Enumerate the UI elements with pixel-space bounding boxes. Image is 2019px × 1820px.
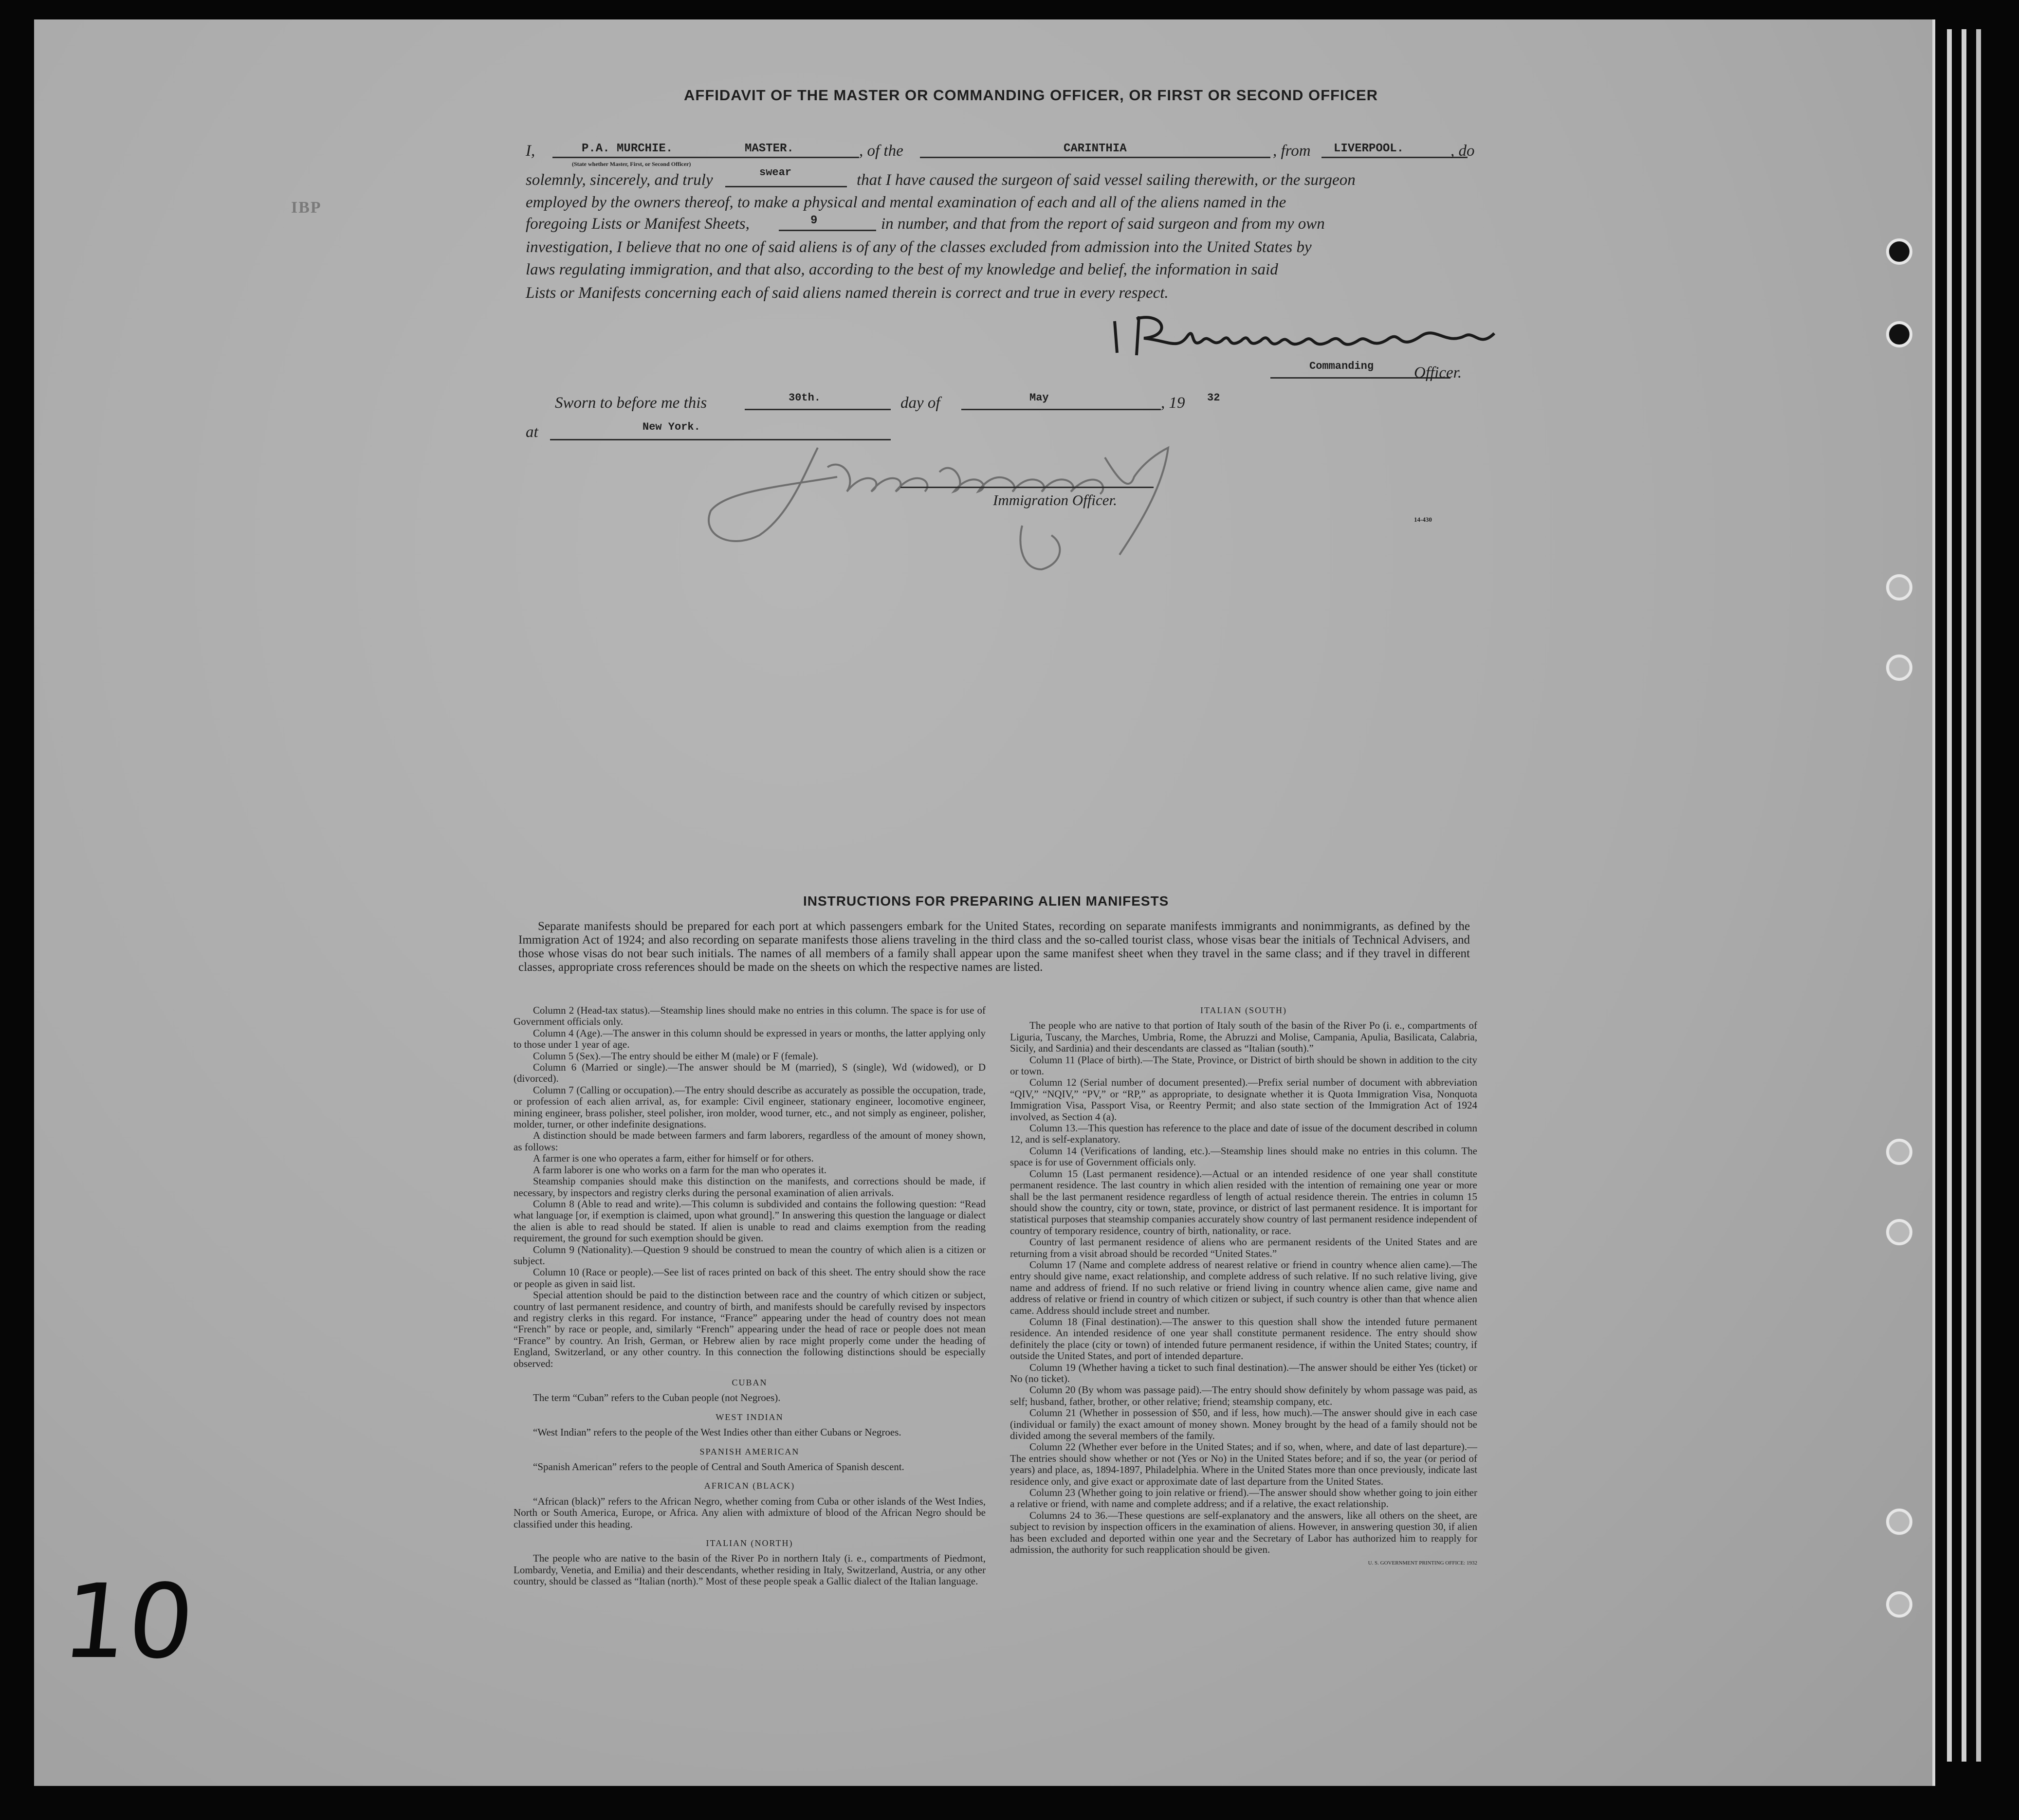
page-edge bbox=[1962, 29, 1966, 1762]
solemnly-text: solemnly, sincerely, and truly bbox=[526, 171, 713, 189]
blank-line bbox=[1322, 157, 1468, 158]
instruction-paragraph: Column 20 (By whom was passage paid).—The entry should show definitely by whom passage was paid, as self; husband, father, brother, or other relative; friend; steamship company, etc. bbox=[1010, 1384, 1477, 1407]
instruction-paragraph: Column 15 (Last permanent residence).—Actual or an intended residence of one year shall constitute permanent residence. The last country in which alien resided with the intention of remaining one year or more shall be the last permanent residence regardless of length of actual residence therein. The entries in column 15 should show the country, city or town, state, province, or district of last permanent residence. It is important for statistical purposes that steamship companies accurately show country of last permanent residence independent of country of temporary residence, country of birth, nationality, or race. bbox=[1010, 1167, 1477, 1237]
affidavit-line-3: employed by the owners thereof, to make a physical and mental examination of each and all of the aliens named in the bbox=[526, 194, 1286, 211]
instruction-paragraph: Column 8 (Able to read and write).—This column is subdivided and contains the following question: “Read what language [or, if exemption is claimed, upon what ground].” In answering this question the language or dialect the alien is able to read should be stated. If alien is unable to read and claims exemption from the reading requirement, the ground for such exemption should be given. bbox=[514, 1198, 986, 1244]
blank-line bbox=[920, 157, 1270, 158]
officer-rank: MASTER. bbox=[745, 142, 794, 155]
instruction-paragraph: Column 22 (Whether ever before in the United States; and if so, when, where, and date of last departure).—The entries should show whether or not (Yes or No) in the United States before; and if so, the year (or period of years) and place, as, 1894-1897, Philadelphia. Where in the United States more than once previously, indicate last residence only, and give exact or approximate date of last departure from the United States. bbox=[1010, 1441, 1477, 1487]
instruction-paragraph: Column 11 (Place of birth).—The State, Province, or District of birth should be shown in addition to the city or town. bbox=[1010, 1054, 1477, 1077]
instruction-paragraph: A farm laborer is one who works on a farm for the man who operates it. bbox=[533, 1164, 826, 1176]
page-edge bbox=[1947, 29, 1952, 1762]
year-prefix: , 19 bbox=[1161, 394, 1185, 412]
from-text: , from bbox=[1273, 142, 1311, 160]
blank-line bbox=[779, 230, 876, 231]
do-text: , do bbox=[1450, 142, 1475, 160]
instruction-paragraph: “West Indian” refers to the people of the West Indies other than either Cubans or Negroes. bbox=[533, 1426, 901, 1438]
binder-hole bbox=[1886, 1139, 1912, 1165]
sworn-place: New York. bbox=[642, 421, 700, 433]
rank-note: (State whether Master, First, or Second Officer) bbox=[572, 161, 691, 167]
binder-hole bbox=[1886, 321, 1912, 347]
instruction-paragraph: Column 12 (Serial number of document presented).—Prefix serial number of document with abbreviation “QIV,” “NQIV,” “PV,” or “RP,” as appropriate, to designate whether it is Quota Immigration Visa, Nonquota Immigration Visa, Passport Visa, or Reentry Permit; and also state section of the Immigration Act of 1924 involved, as Section 4 (a). bbox=[1010, 1076, 1477, 1123]
instruction-paragraph: The people who are native to the basin of the River Po in northern Italy (i. e., compartments of Piedmont, Lombardy, Venetia, and Emilia) and their descendants, whether residing in Italy, Switzerland, Austria, or any other country, should be classed as “Italian (north).” Most of these people speak a Gallic dialect of the Italian language. bbox=[514, 1552, 986, 1587]
instruction-paragraph: Column 14 (Verifications of landing, etc.).—Steamship lines should make no entries in this column. The space is for use of Government officials only. bbox=[1010, 1145, 1477, 1168]
affidavit-heading: AFFIDAVIT OF THE MASTER OR COMMANDING OFFICER, OR FIRST OR SECOND OFFICER bbox=[684, 87, 1378, 104]
instruction-paragraph: Column 5 (Sex).—The entry should be either M (male) or F (female). bbox=[533, 1050, 819, 1062]
sworn-year: 32 bbox=[1207, 392, 1220, 404]
blank-line bbox=[552, 157, 859, 158]
day-of-text: day of bbox=[900, 394, 940, 412]
instructions-heading: INSTRUCTIONS FOR PREPARING ALIEN MANIFESTS bbox=[803, 893, 1169, 909]
instruction-paragraph: Column 2 (Head-tax status).—Steamship lines should make no entries in this column. The space is for use of Government officials only. bbox=[514, 1004, 986, 1028]
vessel-name: CARINTHIA bbox=[1064, 142, 1127, 155]
instruction-paragraph: Column 9 (Nationality).—Question 9 should be construed to mean the country of which alien is a citizen or subject. bbox=[514, 1243, 986, 1267]
affidavit-i-prefix: I, bbox=[526, 142, 535, 160]
section-heading-spanish-american: SPANISH AMERICAN bbox=[699, 1446, 800, 1456]
instruction-paragraph: Steamship companies should make this distinction on the manifests, and corrections should be made, if necessary, by inspectors and registry clerks during the personal examination of alien arrivals. bbox=[514, 1175, 986, 1199]
handwritten-page-number: 10 bbox=[57, 1562, 200, 1681]
sworn-text: Sworn to before me this bbox=[555, 394, 707, 412]
blank-line bbox=[725, 186, 847, 187]
affidavit-line-6: laws regulating immigration, and that also, according to the best of my knowledge and belief, the information in said bbox=[526, 261, 1278, 278]
immigration-officer-signature bbox=[681, 438, 1231, 584]
at-text: at bbox=[526, 423, 538, 441]
port-name: LIVERPOOL. bbox=[1334, 142, 1404, 155]
instructions-intro: Separate manifests should be prepared for each port at which passengers embark for the United States, recording on separate manifests immigrants and nonimmigrants, as defined by the Immigration Act of 1924; and also recording on separate manifests those aliens traveling in the third class and the so-called tourist class, whose visas bear the initials of Technical Advisers, and those whose visas do not bear such initials. The names of all members of a family shall appear upon the same manifest sheet when they travel in the same class; and if they travel in different classes, appropriate cross references should be made on the sheets on which the respective names are listed. bbox=[518, 920, 1470, 974]
instruction-paragraph: Country of last permanent residence of aliens who are permanent residents of the United States and are returning from a visit abroad should be recorded “United States.” bbox=[1010, 1236, 1477, 1259]
binder-hole bbox=[1886, 1591, 1912, 1618]
instruction-paragraph: Column 7 (Calling or occupation).—The entry should describe as accurately as possible the occupation, trade, or profession of each alien arrival, as, for example: Civil engineer, stationary engineer, locomotive engineer, mining engineer, brass polisher, steel polisher, iron molder, wood turner, etc., and not simply as engineer, polisher, molder, turner, or other indefinite designations. bbox=[514, 1084, 986, 1130]
immigration-officer-label: Immigration Officer. bbox=[993, 491, 1117, 509]
blank-line bbox=[961, 409, 1161, 410]
section-heading-cuban: CUBAN bbox=[732, 1378, 768, 1387]
instruction-paragraph: Column 10 (Race or people).—See list of races printed on back of this sheet. The entry should show the race or people as given in said list. bbox=[514, 1266, 986, 1290]
of-the-text: , of the bbox=[859, 142, 903, 160]
page-edge bbox=[1976, 29, 1981, 1762]
margin-stamp: IBP bbox=[291, 199, 322, 217]
instructions-right-column bbox=[1010, 1005, 1477, 1569]
affidavit-line-7: Lists or Manifests concerning each of said aliens named therein is correct and true in every respect. bbox=[526, 284, 1169, 302]
officer-name: P.A. MURCHIE. bbox=[582, 142, 673, 155]
form-number: 14-430 bbox=[1414, 516, 1432, 523]
instruction-paragraph: A distinction should be made between farmers and farm laborers, regardless of the amount of money shown, as follows: bbox=[514, 1129, 986, 1153]
binder-hole bbox=[1886, 655, 1912, 681]
binder-hole bbox=[1886, 574, 1912, 601]
master-signature bbox=[1105, 307, 1504, 365]
instruction-paragraph: Column 6 (Married or single).—The answer should be M (married), S (single), Wd (widowed), or D (divorced). bbox=[514, 1061, 986, 1085]
instruction-paragraph: “African (black)” refers to the African Negro, whether coming from Cuba or other islands of the West Indies, North or South America, Europe, or Africa. Any alien with admixture of blood of the African Negro should be classified under this heading. bbox=[514, 1495, 986, 1530]
instruction-paragraph: Column 23 (Whether going to join relative or friend).—The answer should show whether going to join either a relative or friend, with name and complete address; and if a relative, the exact relationship. bbox=[1010, 1487, 1477, 1510]
instruction-paragraph: Special attention should be paid to the distinction between race and the country of which citizen or subject, country of last permanent residence, and country of birth, and manifests should be carefully revised by inspectors and registry clerks in this regard. For instance, “France” appearing under the head of country does not mean “French” by race or people, and, similarly “French” appearing under the head of race or people does not mean “France” by country. An Irish, German, or Hebrew alien by race might properly come under the heading of England, Switzerland, or any other country. In this connection the following distinctions should be especially observed: bbox=[514, 1289, 986, 1369]
instruction-paragraph: Column 21 (Whether in possession of $50, and if less, how much).—The answer should give in each case (individual or family) the exact amount of money shown. Money brought by the head of a family should not be divided among the several members of the family. bbox=[1010, 1407, 1477, 1442]
section-heading-italian-north: ITALIAN (NORTH) bbox=[706, 1538, 793, 1548]
officer-word: Officer. bbox=[1414, 364, 1462, 382]
affidavit-line-4a: foregoing Lists or Manifest Sheets, bbox=[526, 215, 750, 233]
instructions-left-column bbox=[514, 1005, 986, 1587]
binder-hole bbox=[1886, 238, 1912, 265]
sworn-day: 30th. bbox=[789, 392, 821, 404]
instruction-paragraph: Column 17 (Name and complete address of nearest relative or friend in country whence alien came).—The entry should give name, exact relationship, and complete address of such relative. If no such relative living, give name and address of friend. If no such relative or friend living in country whence alien came, give name and address of relative or friend in country of which citizen or subject, if such country is other than that whence alien came. Address should include street and number. bbox=[1010, 1258, 1477, 1316]
instruction-paragraph: Column 18 (Final destination).—The answer to this question shall show the intended future permanent residence. An intended residence of one year shall constitute permanent residence. The entry should show definitely the place (city or town) of intended future permanent residence, if within the United States; country, if outside the United States, and port of intended departure. bbox=[1010, 1315, 1477, 1362]
affidavit-line-5: investigation, I believe that no one of said aliens is of any of the classes excluded from admission into the United States by bbox=[526, 238, 1312, 256]
affidavit-line-2: that I have caused the surgeon of said vessel sailing therewith, or the surgeon bbox=[857, 171, 1356, 189]
affidavit-line-4b: in number, and that from the report of said surgeon and from my own bbox=[881, 215, 1325, 233]
instruction-paragraph: A farmer is one who operates a farm, either for himself or for others. bbox=[533, 1152, 814, 1165]
binder-hole bbox=[1886, 1219, 1912, 1245]
oath-word: swear bbox=[759, 166, 792, 179]
sworn-month: May bbox=[1029, 392, 1049, 404]
instruction-paragraph: The term “Cuban” refers to the Cuban people (not Negroes). bbox=[533, 1392, 781, 1404]
section-heading-italian-south: ITALIAN (SOUTH) bbox=[1200, 1005, 1287, 1015]
officer-role: Commanding bbox=[1309, 360, 1374, 372]
printer-imprint: U. S. GOVERNMENT PRINTING OFFICE: 1932 bbox=[1368, 1560, 1477, 1566]
instruction-paragraph: Column 13.—This question has reference to the place and date of issue of the document described in column 12, and is self-explanatory. bbox=[1010, 1122, 1477, 1146]
blank-line bbox=[745, 409, 891, 410]
instruction-paragraph: Columns 24 to 36.—These questions are self-explanatory and the answers, like all others on the sheet, are subject to revision by inspection officers in the examination of aliens. However, in answering question 30, if alien has been excluded and deported within one year and the Secretary of Labor has authorized him to reapply for admission, the authority for such reapplication should be given. bbox=[1010, 1509, 1477, 1556]
section-heading-west-indian: WEST INDIAN bbox=[716, 1412, 784, 1422]
instruction-paragraph: The people who are native to that portion of Italy south of the basin of the River Po (i. e., compartments of Liguria, Tuscany, the Marches, Umbria, Rome, the Abruzzi and Molise, Campania, Apulia, Basilicata, Calabria, Sicily, and Sardinia) and their descendants are classed as “Italian (south).” bbox=[1010, 1019, 1477, 1055]
sheet-count: 9 bbox=[810, 214, 818, 227]
instruction-paragraph: “Spanish American” refers to the people of Central and South America of Spanish descent. bbox=[533, 1461, 904, 1473]
instruction-paragraph: Column 4 (Age).—The answer in this column should be expressed in years or months, the latter applying only to those under 1 year of age. bbox=[514, 1027, 986, 1051]
blank-line bbox=[900, 487, 1154, 488]
instruction-paragraph: Column 19 (Whether having a ticket to such final destination).—The answer should be either Yes (ticket) or No (no ticket). bbox=[1010, 1361, 1477, 1384]
section-heading-african: AFRICAN (BLACK) bbox=[704, 1481, 795, 1491]
binder-hole bbox=[1886, 1509, 1912, 1535]
